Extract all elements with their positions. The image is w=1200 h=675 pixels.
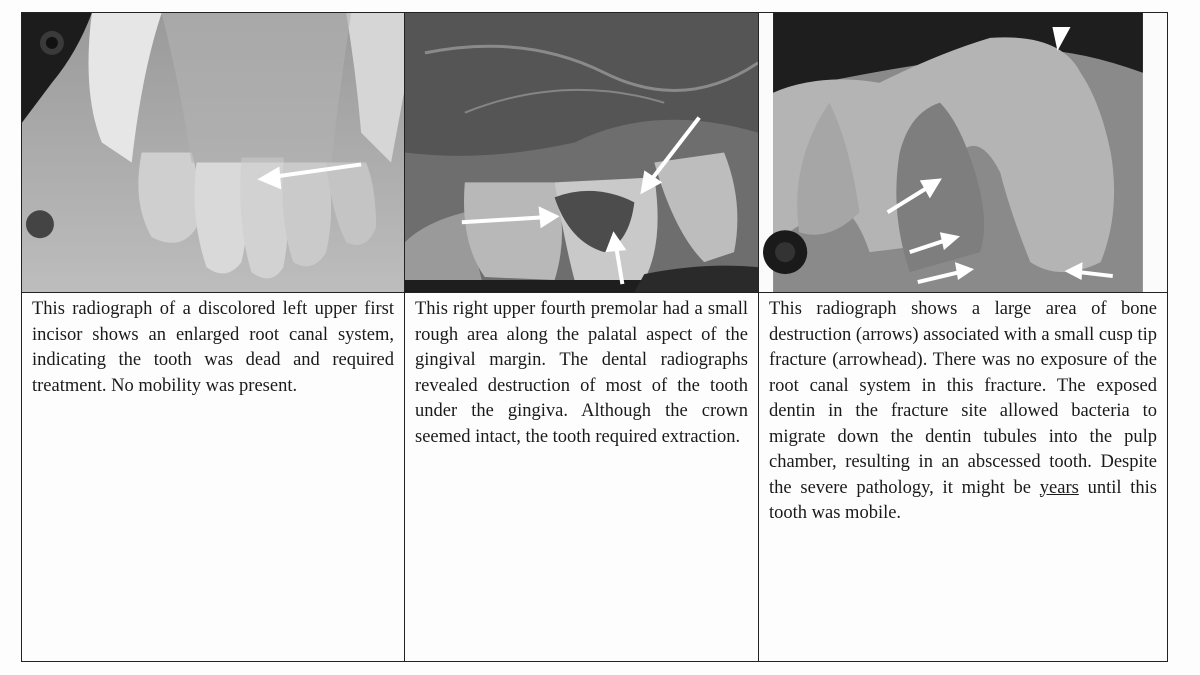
radiograph-molar-image: [759, 13, 1167, 292]
radiograph-incisor: [22, 13, 405, 293]
caption-molar-part1: This radiograph shows a large area of bone destruction (arrows) associated with a small cusp tip fracture (arrowhead). There was no exposure of the root canal system in this fracture. The exposed dentin in the fracture site allowed bacteria to migrate down the dentin tubules into the pulp chamber, resulting in an abscessed tooth. Despite the severe pathology, it might be: [769, 299, 1157, 498]
caption-premolar: This right upper fourth premolar had a small rough area along the palatal aspect of the gingival margin. The dental radiographs revealed destruction of most of the tooth under the gingiva. Although the crown seemed intact, the tooth required extraction.: [415, 299, 748, 447]
radiograph-premolar: [405, 13, 759, 293]
caption-cell-molar: [759, 293, 1167, 661]
caption-molar: [769, 297, 1157, 527]
caption-molar-part2: until this tooth was mobile.: [769, 477, 1157, 523]
caption-cell-premolar: [405, 293, 759, 661]
radiograph-premolar-image: [405, 13, 758, 292]
caption-molar-underlined-word: years: [1039, 477, 1079, 498]
caption-incisor: This radiograph of a discolored left upper first incisor shows an enlarged root canal system, indicating the tooth was dead and required treatment. No mobility was present.: [32, 299, 394, 396]
radiograph-incisor-image: [22, 13, 404, 292]
radiograph-molar: [759, 13, 1167, 293]
figure-table: [21, 12, 1168, 662]
caption-cell-incisor: [22, 293, 405, 661]
